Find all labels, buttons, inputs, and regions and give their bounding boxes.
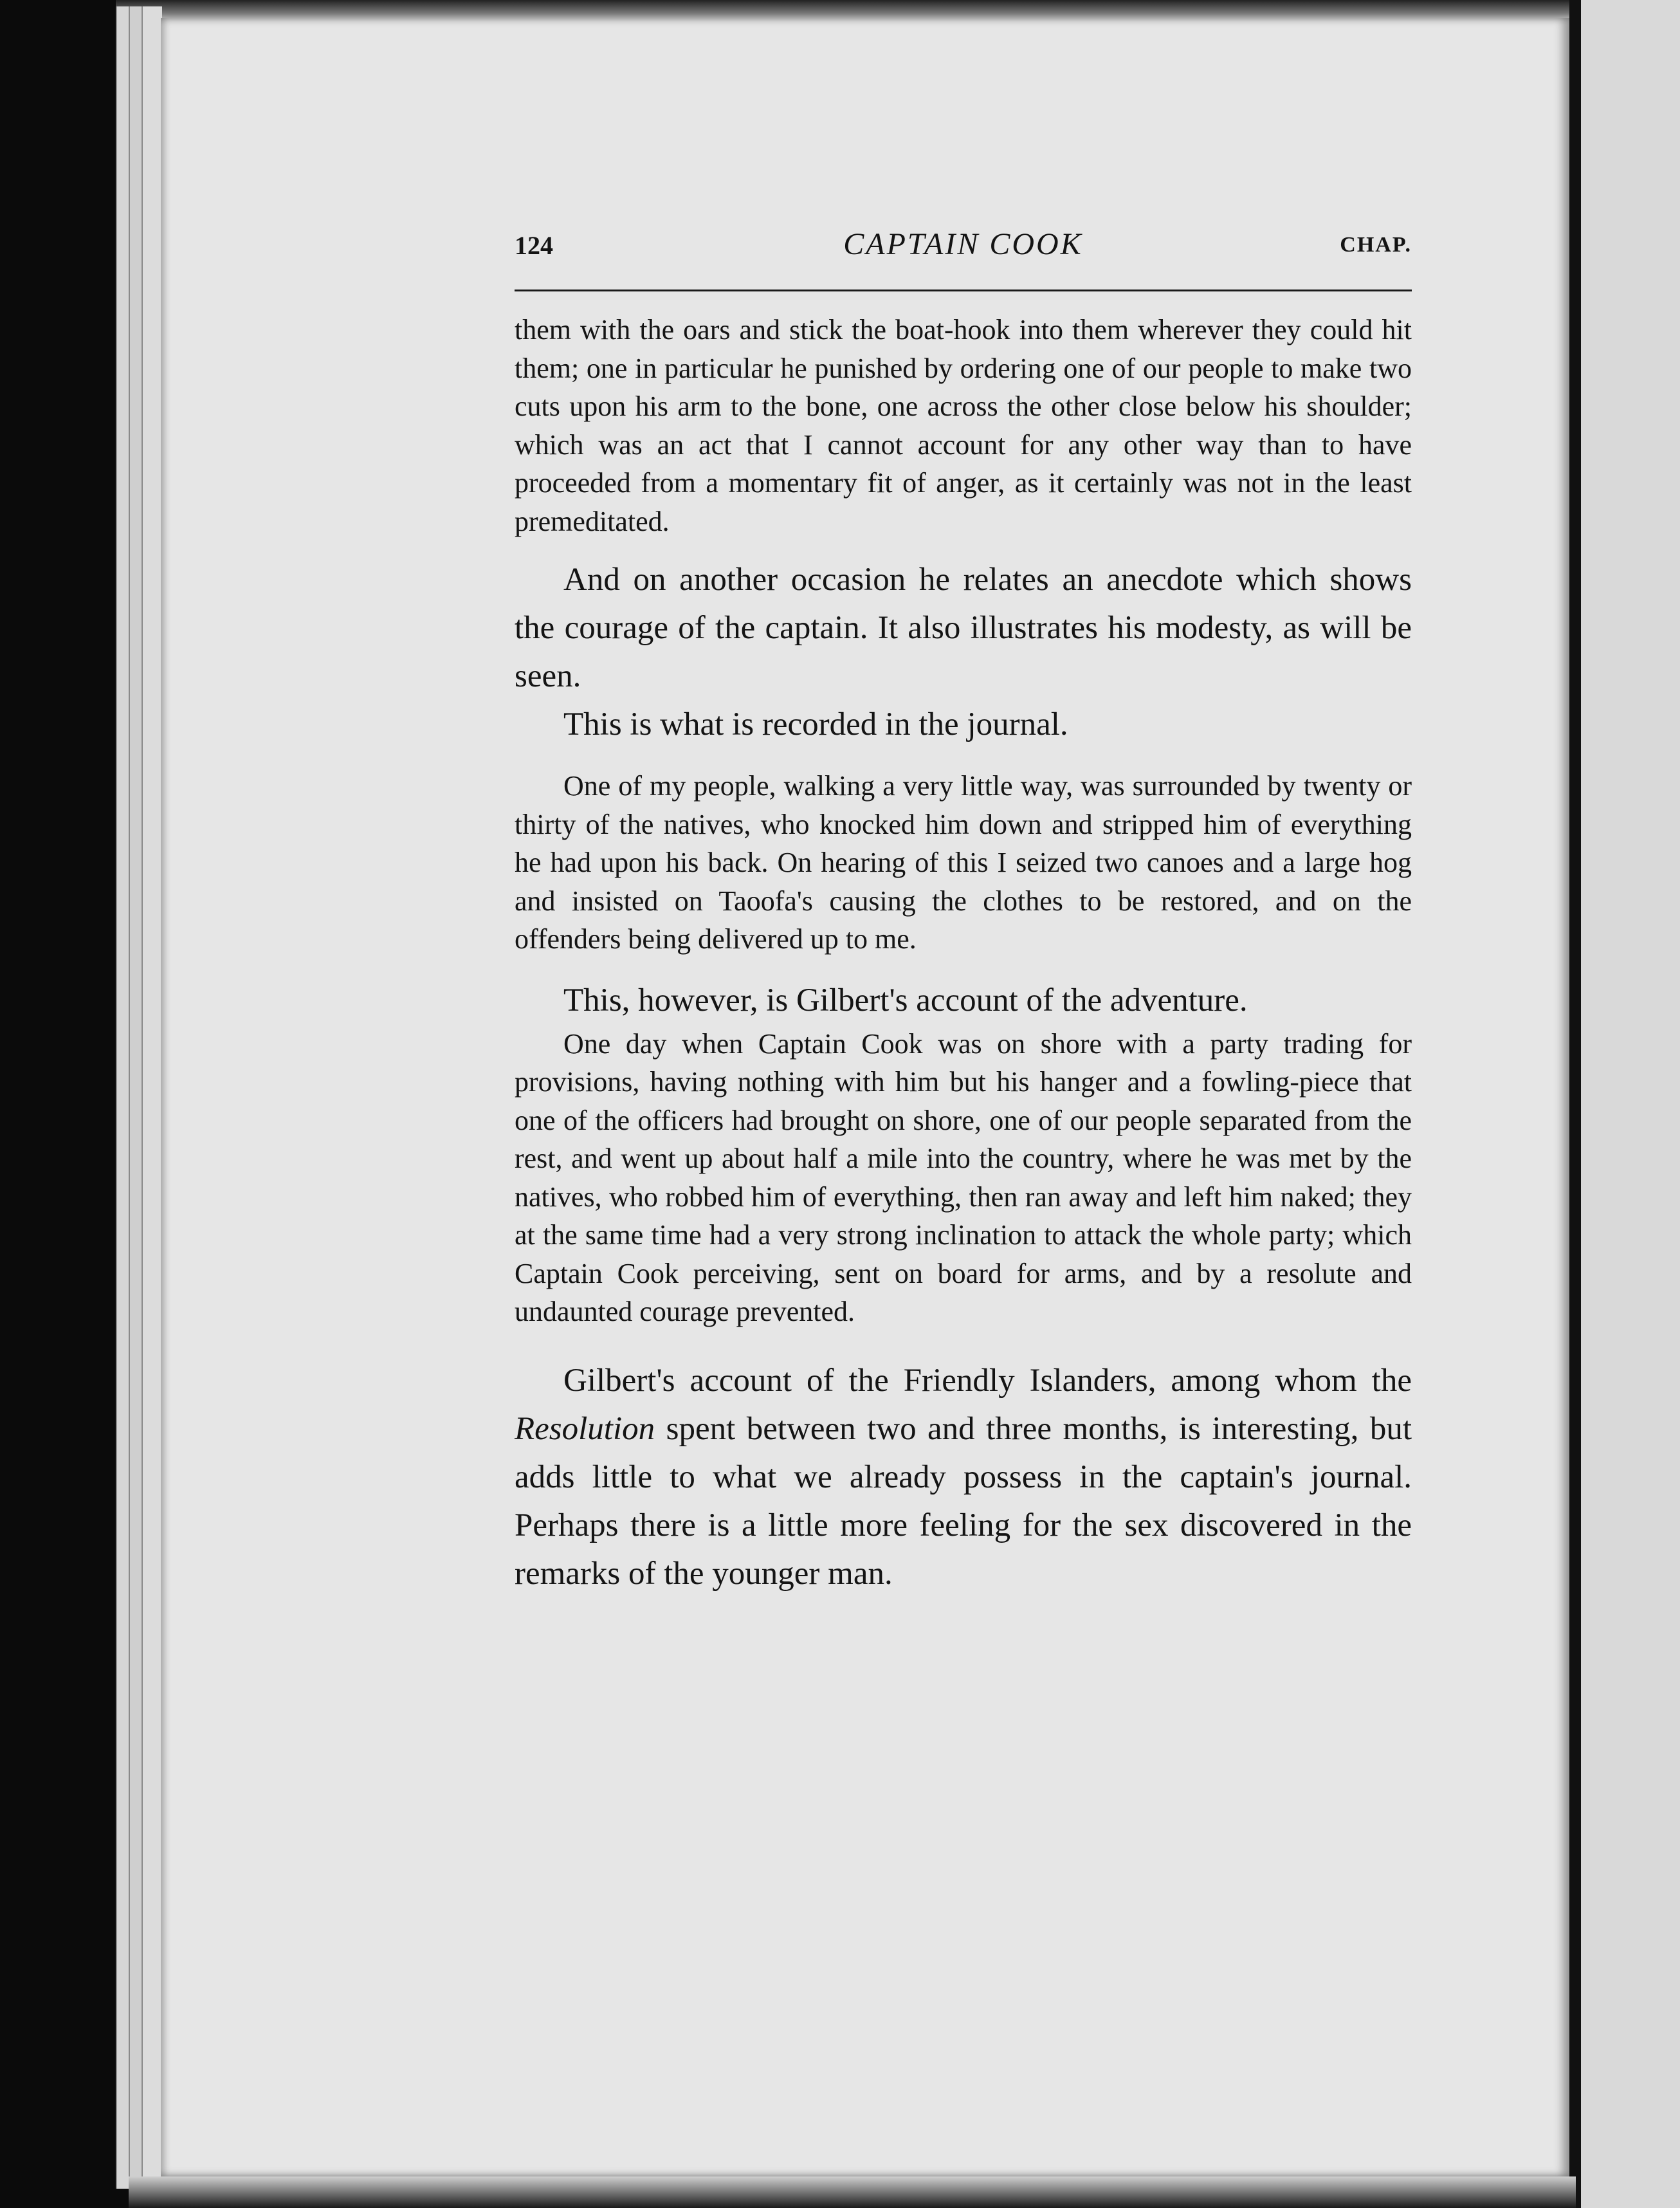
paragraph-text: spent between two and three months, is interesting, but adds little to what we already possess in the captain's journal. Perhaps there is a little more feeling for the sex discovered in the remarks of the younger man. — [515, 1410, 1412, 1592]
body-paragraph: This, however, is Gilbert's account of the adventure. — [563, 982, 1248, 1018]
journal-quote-paragraph: One of my people, walking a very little way, was surrounded by twenty or thirty of the natives, who knocked him down and stripped him of everything he had upon his back. On hearing of this I seized two canoes and a large hog and insisted on Taoofa's causing the clothes to be restored, and on the offenders being delivered up to me. — [515, 770, 1412, 955]
header-rule — [515, 290, 1412, 291]
page-text-block — [515, 219, 1412, 1598]
facing-page-strip — [1581, 0, 1680, 2208]
running-title: CAPTAIN COOK — [843, 227, 1083, 261]
book-gutter — [1569, 0, 1581, 2208]
paragraph-text: Gilbert's account of the Friendly Islanders, among whom the — [563, 1362, 1412, 1399]
body-paragraph — [515, 1357, 1412, 1598]
bottom-page-edge — [129, 2176, 1576, 2208]
page-number: 124 — [515, 231, 553, 260]
journal-quote-paragraph: them with the oars and stick the boat-hook into them wherever they could hit them; one in particular he punished by ordering one of our people to make two cuts upon his arm to the bone, one across the other close below his shoulder; which was an act that I cannot account for any other way than to have proceeded from a momentary fit of anger, as it certainly was not in the least premeditated. — [515, 314, 1412, 537]
gilbert-quote-paragraph: One day when Captain Cook was on shore with a party trading for provisions, having nothing with him but his hanger and a fowling-piece that one of the officers had brought on shore, one of our people separated from the rest, and went up about half a mile into the country, where he was met by the natives, who robbed him of everything, then ran away and left him naked; they at the same time had a very strong inclination to attack the whole party; which Captain Cook perceiving, sent on board for arms, and by a resolute and undaunted courage prevented. — [515, 1027, 1412, 1327]
page-stack-edge — [142, 6, 162, 2189]
ship-name: Resolution — [515, 1410, 655, 1447]
body-paragraph: This is what is recorded in the journal. — [563, 706, 1068, 742]
body-paragraph: And on another occasion he relates an anecdote which shows the courage of the captain. It also illustrates his modesty, as will be seen. — [515, 562, 1412, 694]
chapter-label: CHAP. — [1340, 233, 1412, 257]
running-header — [515, 219, 1412, 270]
